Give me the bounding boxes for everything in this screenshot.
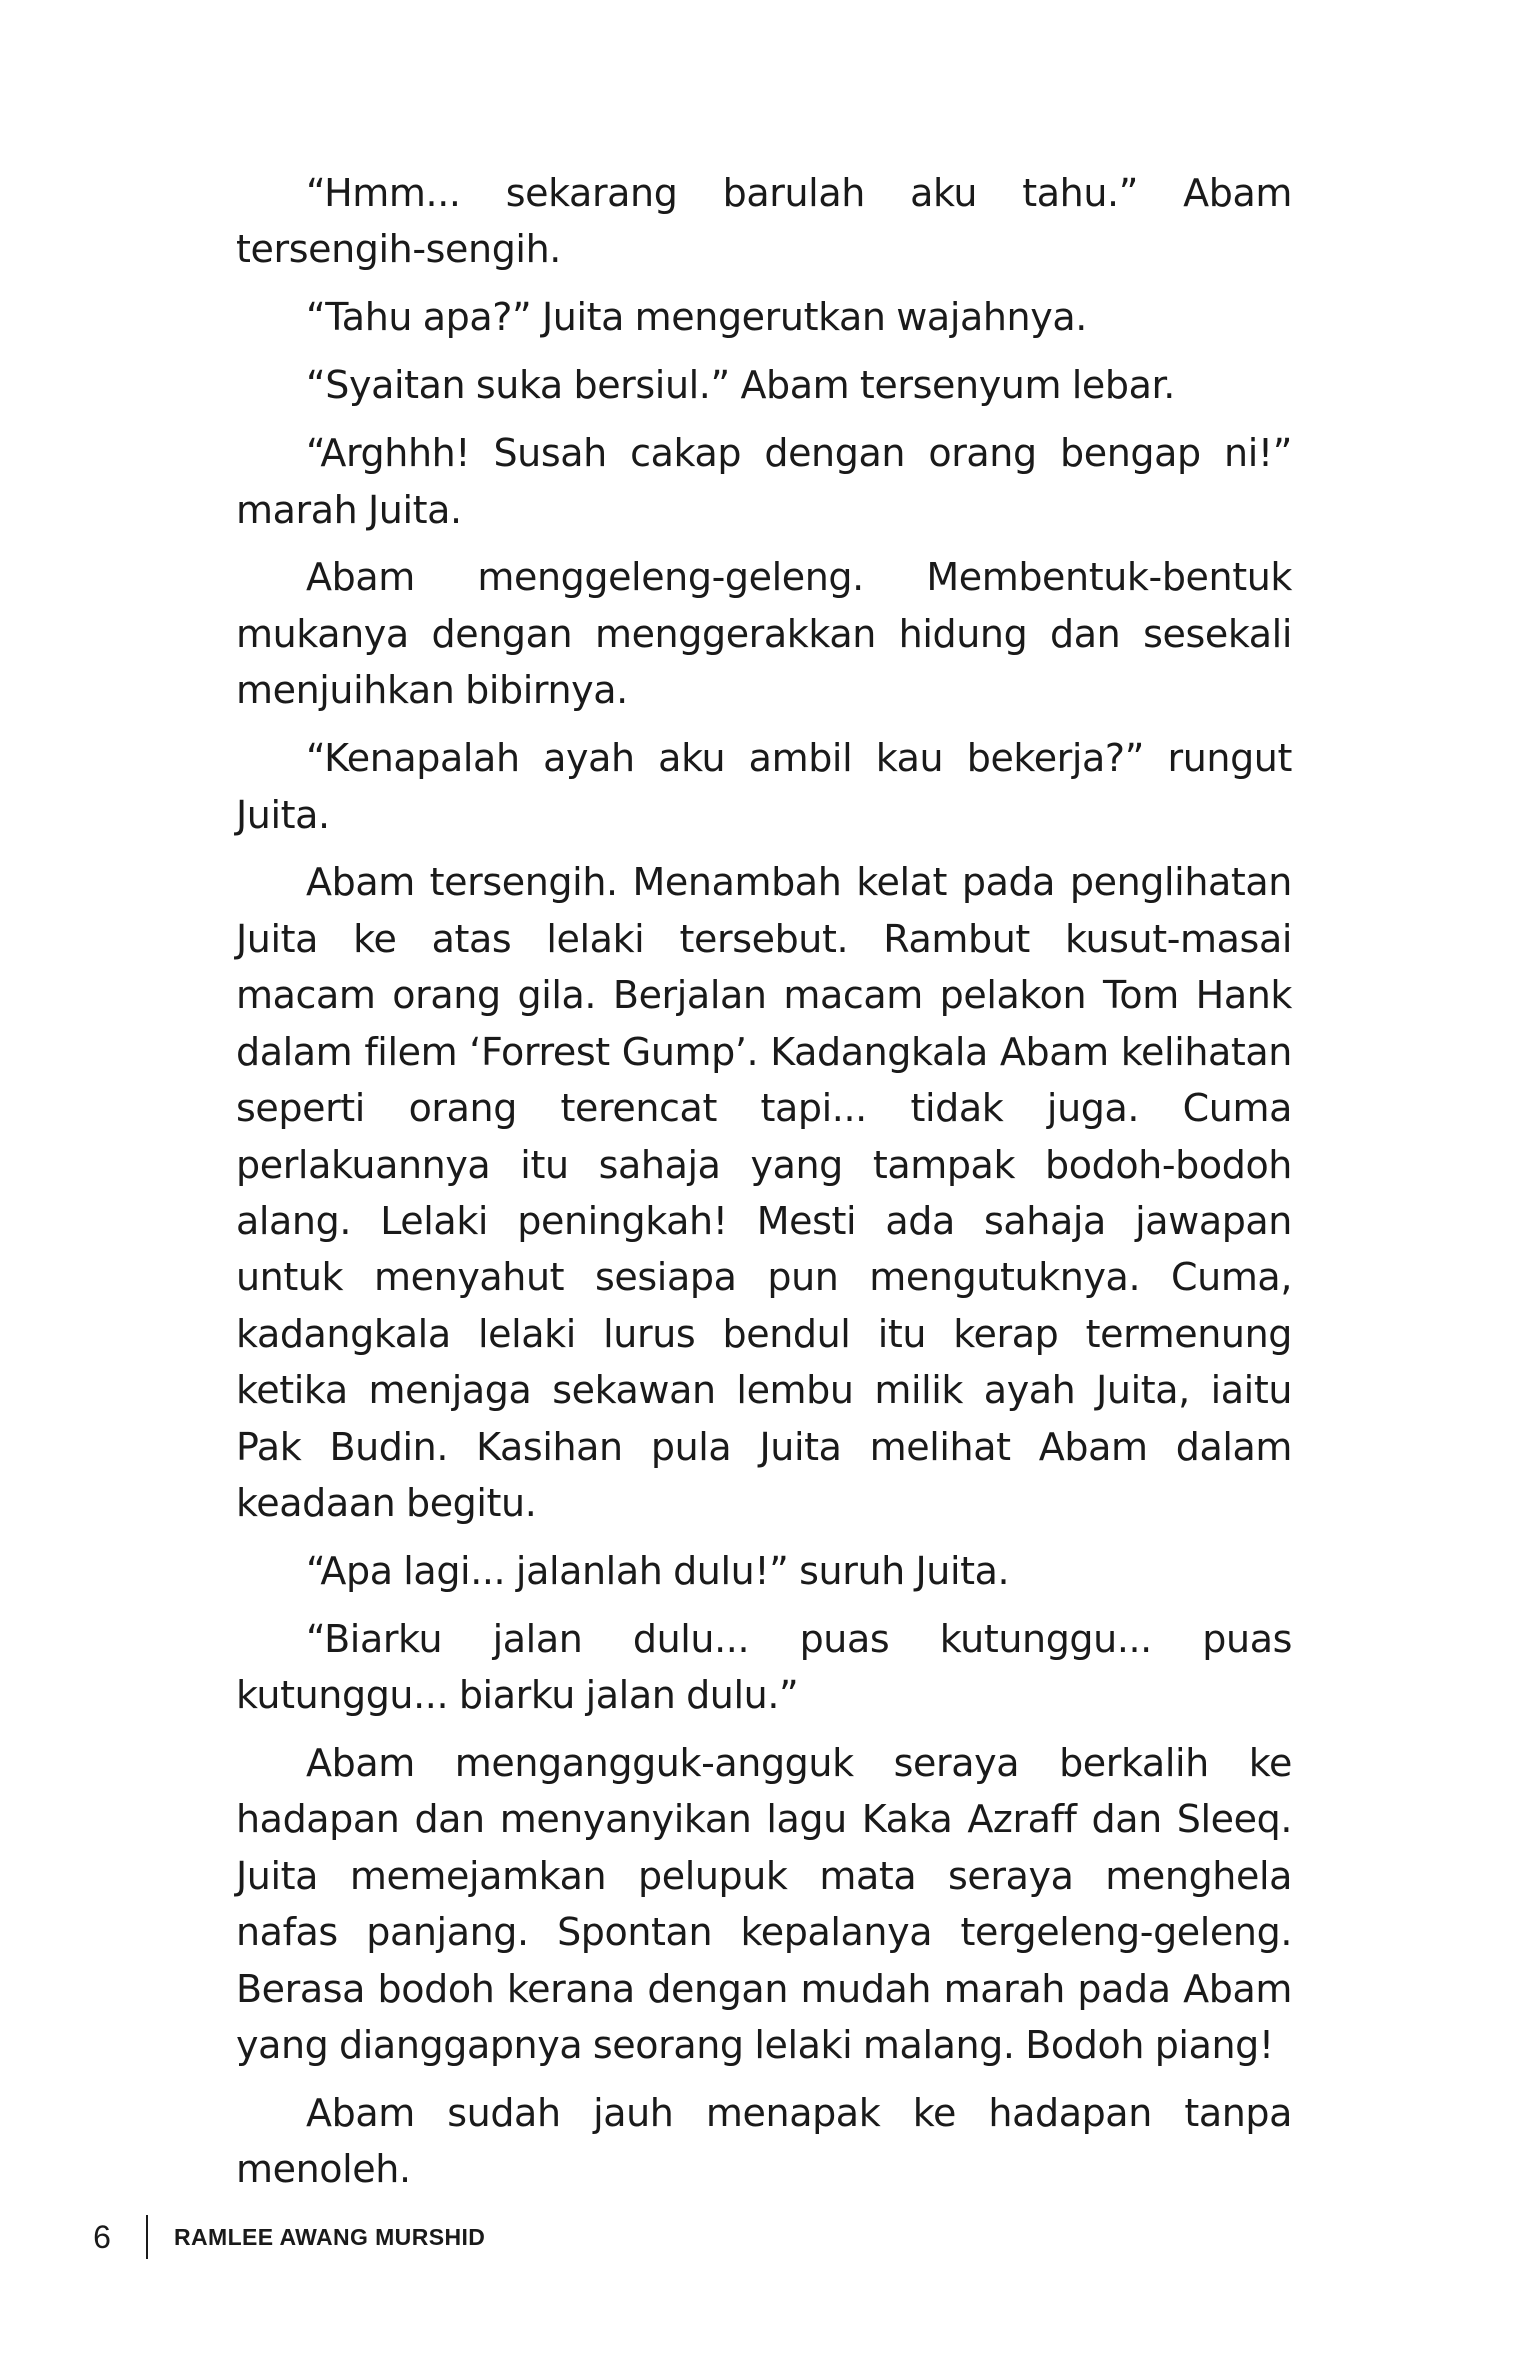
paragraph-3: “Syaitan suka bersiul.” Abam tersenyum lebar. — [306, 363, 1175, 408]
paragraph-7: Abam tersengih. Menambah kelat pada penglihatan Juita ke atas lelaki tersebut. Rambut kusut-masai macam orang gila. Berjalan macam pelakon Tom Hank dalam filem ‘Forrest Gump’. Kadangkala Abam kelihatan seperti orang terencat tapi... tidak juga. Cuma perlakuannya itu sahaja yang tampak bodoh-bodoh alang. Lelaki peningkah! Mesti ada sahaja jawapan untuk menyahut sesiapa pun mengutuknya. Cuma, kadangkala lelaki lurus bendul itu kerap termenung ketika menjaga sekawan lembu milik ayah Juita, iaitu Pak Budin. Kasihan pula Juita melihat Abam dalam keadaan begitu. — [236, 860, 1292, 1525]
paragraph-10: Abam mengangguk-angguk seraya berkalih ke hadapan dan menyanyikan lagu Kaka Azraff dan Sleeq. Juita memejamkan pelupuk mata seraya menghela nafas panjang. Spontan kepalanya tergeleng-geleng. Berasa bodoh kerana dengan mudah marah pada Abam yang dianggapnya seorang lelaki malang. Bodoh piang! — [236, 1741, 1292, 2068]
paragraph-9: “Biarku jalan dulu... puas kutunggu... puas kutunggu... biarku jalan dulu.” — [236, 1616, 1292, 1718]
page-number: 6 — [93, 2218, 111, 2255]
page-footer — [90, 2211, 485, 2263]
page-body — [236, 165, 1292, 2209]
paragraph-5: Abam menggeleng-geleng. Membentuk-bentuk mukanya dengan menggerakkan hidung dan sesekali menjuihkan bibirnya. — [236, 555, 1292, 713]
paragraph-2: “Tahu apa?” Juita mengerutkan wajahnya. — [306, 295, 1087, 340]
paragraph-4: “Arghhh! Susah cakap dengan orang bengap ni!” marah Juita. — [236, 431, 1292, 532]
paragraph-6: “Kenapalah ayah aku ambil kau bekerja?” rungut Juita. — [236, 736, 1292, 837]
paragraph-11: Abam sudah jauh menapak ke hadapan tanpa menoleh. — [236, 2091, 1292, 2192]
paragraph-1: “Hmm... sekarang barulah aku tahu.” Abam tersengih-sengih. — [236, 171, 1292, 272]
author-name: RAMLEE AWANG MURSHID — [174, 2223, 486, 2250]
paragraph-8: “Apa lagi... jalanlah dulu!” suruh Juita. — [306, 1548, 1010, 1593]
footer-divider — [146, 2215, 148, 2259]
